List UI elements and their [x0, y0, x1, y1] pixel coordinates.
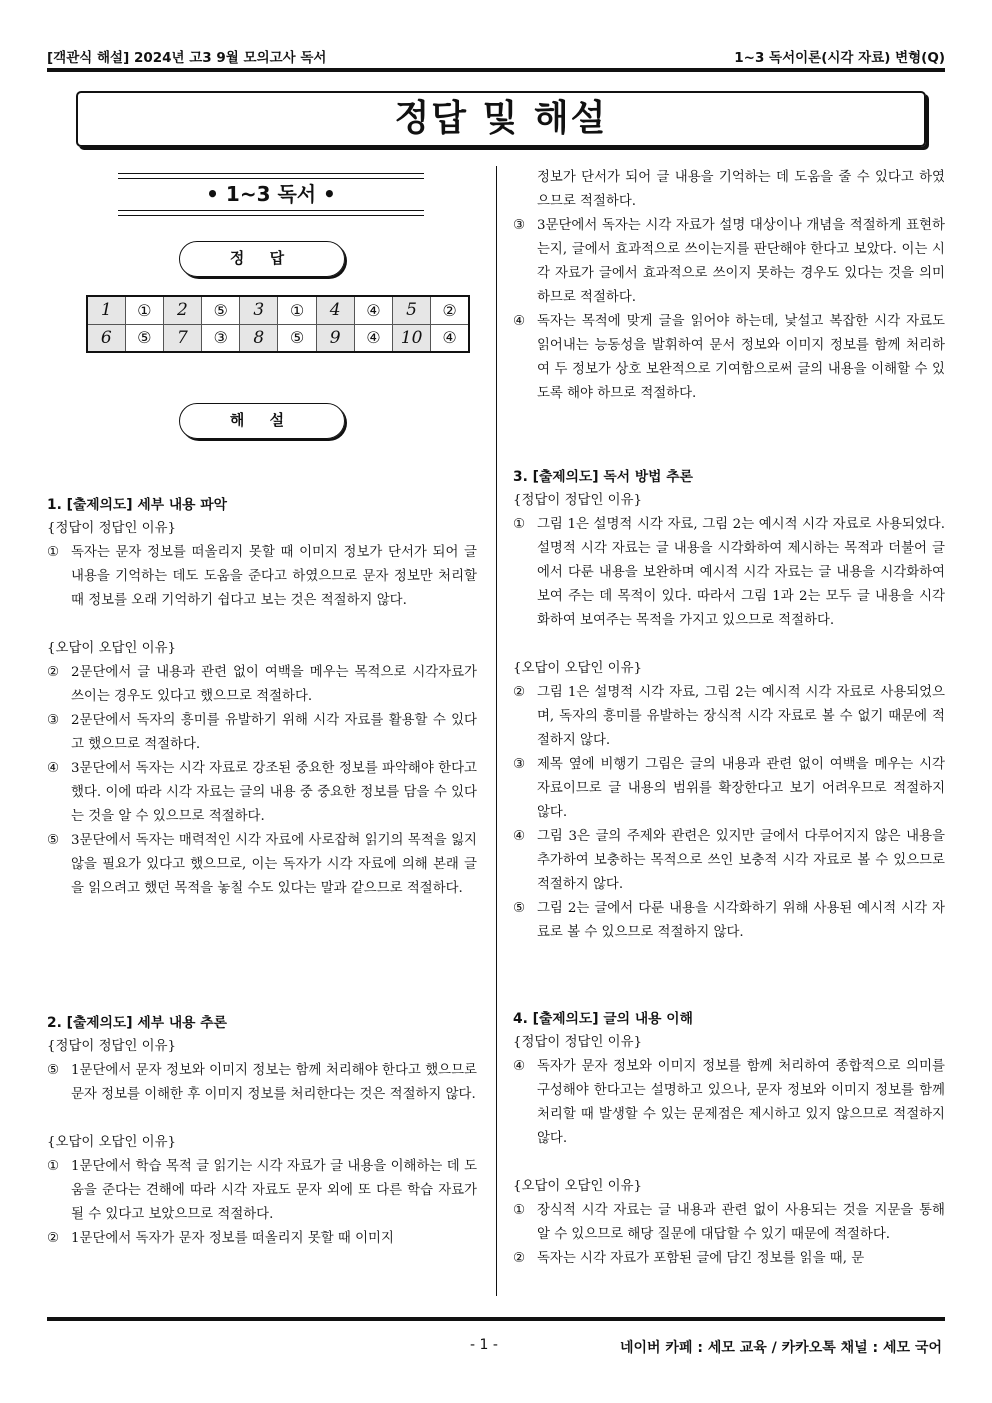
wrong-reason-label: {오답이 오답인 이유}	[513, 1179, 643, 1194]
answer-choice: ⑤	[202, 296, 240, 324]
explanation-text: 그림 1은 설명적 시각 자료, 그림 2는 예시적 시각 자료로 사용되었다. 설명적 시각 자료는 글 내용을 시각화하여 제시하는 목적과 더불어 글에서 다룬 내용을 보완하며 예시적 시각 자료는 글 내용을 시각화하여 보여 주는 데 목적이 있다. 따라서 그림 1과 2는 모두 글 내용을 시각화하여 보여주는 목적을 가지고 있으므로 적절하다.	[537, 517, 945, 628]
explanation-text: 독자는 시각 자료가 포함된 글에 담긴 정보를 읽을 때, 문	[537, 1251, 865, 1266]
explanation-item	[513, 214, 945, 310]
explanation-text: 정보가 단서가 되어 글 내용을 기억하는 데 도움을 줄 수 있다고 하였으므로 적절하다.	[537, 170, 945, 209]
explanation-text: 그림 3은 글의 주제와 관련은 있지만 글에서 다루어지지 않은 내용을 추가하여 보충하는 목적으로 쓰인 보충적 시각 자료로 볼 수 있으므로 적절하지 않다.	[537, 829, 945, 892]
question-title: 1. [출제의도] 세부 내용 파악	[47, 497, 227, 513]
correct-reason-label: {정답이 정답인 이유}	[47, 1039, 177, 1054]
answer-choice: ⑤	[278, 324, 316, 352]
page-header	[47, 44, 945, 68]
answer-choice: ④	[431, 324, 469, 352]
explanation-item	[513, 897, 945, 945]
correct-reason-label: {정답이 정답인 이유}	[513, 493, 643, 508]
explanation-item	[513, 753, 945, 825]
explanation-text: 2문단에서 글 내용과 관련 없이 여백을 메우는 목적으로 시각자료가 쓰이는 경우도 있다고 했으므로 적절하다.	[71, 665, 477, 704]
explanation-item	[47, 1155, 477, 1227]
choice-mark: ⑤	[47, 833, 60, 848]
explanation-text: 제목 옆에 비행기 그림은 글의 내용과 관련 없이 여백을 메우는 시각 자료이므로 글 내용의 범위를 확장한다고 보기 어려우므로 적절하지 않다.	[537, 757, 945, 820]
choice-mark: ③	[513, 218, 526, 233]
explanation-item	[47, 1059, 477, 1107]
choice-mark: ③	[513, 757, 526, 772]
choice-mark: ⑤	[47, 1063, 60, 1078]
answer-number: 1	[87, 296, 125, 324]
choice-mark: ②	[513, 1251, 526, 1266]
explanation-item	[47, 757, 477, 829]
answer-number: 4	[316, 296, 354, 324]
explanation-text: 그림 1은 설명적 시각 자료, 그림 2는 예시적 시각 자료로 사용되었으며, 독자의 흥미를 유발하는 장식적 시각 자료로 볼 수 없기 때문에 적절하지 않다.	[537, 685, 945, 748]
question-3-explanation	[513, 465, 945, 945]
explanation-text: 1문단에서 독자가 문자 정보를 떠올리지 못할 때 이미지	[71, 1231, 394, 1246]
explanation-item	[513, 513, 945, 633]
choice-mark: ③	[47, 713, 60, 728]
explanation-item	[47, 1227, 477, 1251]
explanation-item	[513, 681, 945, 753]
column-divider	[496, 166, 497, 1296]
question-title: 2. [출제의도] 세부 내용 추론	[47, 1015, 227, 1031]
header-rule	[47, 68, 945, 72]
header-right: 1~3 독서이론(시각 자료) 변형(Q)	[734, 50, 945, 66]
explanation-text: 독자가 문자 정보와 이미지 정보를 함께 처리하여 종합적으로 의미를 구성해야 한다고는 설명하고 있으나, 문자 정보와 이미지 정보를 함께 처리할 때 발생할 수 있는 문제점은 제시하고 있지 않으므로 적절하지 않다.	[537, 1059, 945, 1146]
answer-number: 7	[163, 324, 201, 352]
page-number: - 1 -	[470, 1337, 498, 1353]
explanation-item	[513, 1199, 945, 1247]
explanation-text: 1문단에서 문자 정보와 이미지 정보는 함께 처리해야 한다고 했으므로 문자 정보를 이해한 후 이미지 정보를 처리한다는 것은 적절하지 않다.	[71, 1063, 477, 1102]
header-left: [객관식 해설] 2024년 고3 9월 모의고사 독서	[47, 50, 327, 66]
question-title: 4. [출제의도] 글의 내용 이해	[513, 1011, 693, 1027]
explanation-item	[47, 541, 477, 613]
question-2-explanation	[47, 1011, 477, 1251]
explanation-text: 1문단에서 학습 목적 글 읽기는 시각 자료가 글 내용을 이해하는 데 도움을 준다는 견해에 따라 시각 자료도 문자 외에 또 다른 학습 자료가 될 수 있다고 보았으므로 적절하다.	[71, 1159, 477, 1222]
explanation-text: 2문단에서 독자의 흥미를 유발하기 위해 시각 자료를 활용할 수 있다고 했으므로 적절하다.	[71, 713, 477, 752]
choice-mark: ④	[513, 1059, 526, 1074]
explanation-item	[513, 310, 945, 406]
answer-number: 3	[240, 296, 278, 324]
explanation-item	[47, 709, 477, 757]
explanation-text: 독자는 목적에 맞게 글을 읽어야 하는데, 낯설고 복잡한 시각 자료도 읽어내는 능동성을 발휘하여 문서 정보와 이미지 정보를 함께 처리하여 두 정보가 상호 보완적으로 기여함으로써 글의 내용을 이해할 수 있도록 해야 하므로 적절하다.	[537, 314, 945, 401]
wrong-reason-label: {오답이 오답인 이유}	[47, 641, 177, 656]
answer-number: 6	[87, 324, 125, 352]
wrong-reason-label: {오답이 오답인 이유}	[47, 1135, 177, 1150]
choice-mark: ②	[47, 1231, 60, 1246]
explanation-item	[513, 1247, 945, 1271]
explanation-item	[47, 661, 477, 709]
answer-number: 5	[393, 296, 431, 324]
choice-mark: ④	[47, 761, 60, 776]
footer-credits: 네이버 카페 : 세모 교육 / 카카오톡 채널 : 세모 국어	[619, 1340, 942, 1356]
explanation-text: 3문단에서 독자는 시각 자료가 설명 대상이나 개념을 적절하게 표현하는지, 글에서 효과적으로 쓰이는지를 판단해야 한다고 보았다. 이는 시각 자료가 글에서 효과적으로 쓰이지 못하는 경우도 있다는 것을 의미하므로 적절하다.	[537, 218, 945, 305]
answer-choice: ④	[354, 324, 392, 352]
section-heading-label: • 1~3 독서 •	[118, 178, 424, 211]
answer-choice: ③	[202, 324, 240, 352]
choice-mark: ④	[513, 314, 526, 329]
choice-mark: ⑤	[513, 901, 526, 916]
choice-mark: ①	[513, 517, 526, 532]
choice-mark: ①	[47, 1159, 60, 1174]
page-title: 정답 및 해설	[76, 91, 926, 147]
explanation-text: 장식적 시각 자료는 글 내용과 관련 없이 사용되는 것을 지문을 통해 알 수 있으므로 해당 질문에 대답할 수 있기 때문에 적절하다.	[537, 1203, 945, 1242]
choice-mark: ①	[513, 1203, 526, 1218]
question-title: 3. [출제의도] 독서 방법 추론	[513, 469, 693, 485]
choice-mark: ②	[513, 685, 526, 700]
explanation-text: 3문단에서 독자는 시각 자료로 강조된 중요한 정보를 파악해야 한다고 했다. 이에 따라 시각 자료는 글의 내용 중 중요한 정보를 담을 수 있다는 것을 알 수 있으므로 적절하다.	[71, 761, 477, 824]
choice-mark: ②	[47, 665, 60, 680]
answer-choice: ④	[354, 296, 392, 324]
explanation-text: 그림 2는 글에서 다룬 내용을 시각화하기 위해 사용된 예시적 시각 자료로 볼 수 있으므로 적절하지 않다.	[537, 901, 945, 940]
answer-label: 정 답	[179, 241, 345, 277]
choice-mark: ①	[47, 545, 60, 560]
correct-reason-label: {정답이 정답인 이유}	[513, 1035, 643, 1050]
answer-choice: ②	[431, 296, 469, 324]
question-2-continued	[513, 166, 945, 406]
footer-rule	[47, 1317, 945, 1321]
wrong-reason-label: {오답이 오답인 이유}	[513, 661, 643, 676]
explanation-item	[47, 829, 477, 901]
choice-mark: ④	[513, 829, 526, 844]
answer-number: 9	[316, 324, 354, 352]
explanation-text: 독자는 문자 정보를 떠올리지 못할 때 이미지 정보가 단서가 되어 글 내용을 기억하는 데도 도움을 준다고 하였으므로 문자 정보만 처리할 때 정보를 오래 기억하기 쉽다고 보는 것은 적절하지 않다.	[71, 545, 477, 608]
answer-choice: ⑤	[125, 324, 163, 352]
section-heading	[118, 173, 424, 216]
answer-choice: ①	[278, 296, 316, 324]
commentary-label: 해 설	[179, 403, 345, 439]
correct-reason-label: {정답이 정답인 이유}	[47, 521, 177, 536]
question-4-explanation	[513, 1007, 945, 1271]
answer-number: 8	[240, 324, 278, 352]
answer-number: 10	[393, 324, 431, 352]
answer-row-1	[87, 296, 469, 324]
answer-choice: ①	[125, 296, 163, 324]
explanation-item	[513, 1055, 945, 1151]
explanation-item	[513, 825, 945, 897]
explanation-text: 3문단에서 독자는 매력적인 시각 자료에 사로잡혀 읽기의 목적을 잃지 않을 필요가 있다고 했으므로, 이는 독자가 시각 자료에 의해 본래 글을 읽으려고 했던 목적을 놓칠 수도 있다는 말과 같으므로 적절하다.	[71, 833, 477, 896]
answer-table	[86, 295, 470, 353]
answer-row-2	[87, 324, 469, 352]
answer-number: 2	[163, 296, 201, 324]
question-1-explanation	[47, 493, 477, 901]
